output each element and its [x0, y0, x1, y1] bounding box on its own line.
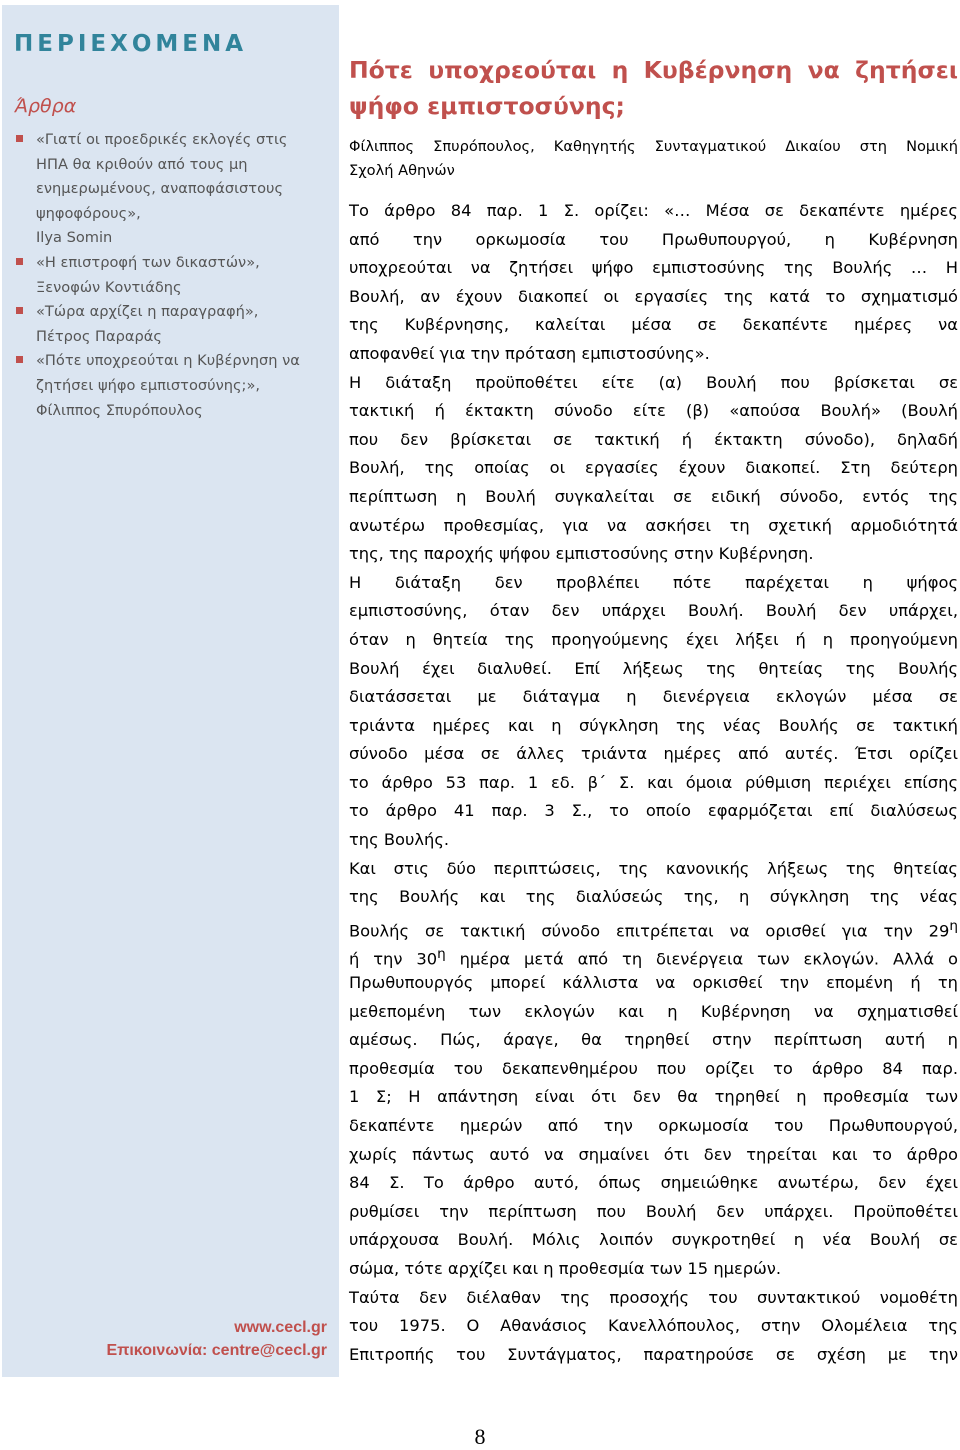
contents-list [14, 128, 332, 423]
contents-item-line: ζητήσει ψήφο εμπιστοσύνης;», [36, 376, 261, 394]
square-bullet-icon [16, 135, 23, 142]
body-line: 1 Σ; Η απάντηση είναι ότι δεν θα τηρηθεί η προθεσμία των [349, 1087, 958, 1107]
page-number: 8 [474, 1424, 486, 1449]
body-line: της Βουλής και της διαλύσεώς της, η σύγκληση της νέας [349, 887, 958, 907]
body-line: του 1975. Ο Αθανάσιος Κανελλόπουλος, στην Ολομέλεια της [349, 1316, 958, 1336]
body-line [349, 940, 958, 969]
contents-sidebar [2, 5, 339, 1377]
body-line: που δεν βρίσκεται σε τακτική ή έκτακτη σύνοδο), δηλαδή [349, 429, 958, 449]
body-line: περίπτωση η Βουλή συγκαλείται σε ειδική σύνοδο, εντός της [349, 486, 958, 506]
body-line: αποφανθεί για την πρόταση εμπιστοσύνης». [349, 343, 710, 363]
body-line: Βουλή, αν έχουν διακοπεί οι εργασίες της κατά το σχηματισμό [349, 286, 958, 306]
contents-section-heading: Άρθρα [15, 95, 77, 117]
body-line: χωρίς πάντως αυτό να σημαίνει ότι δεν τηρείται και το άρθρο [349, 1144, 958, 1164]
article-title-line: ψήφο εμπιστοσύνης; [349, 92, 625, 120]
body-line: Βουλή, της οποίας οι εργασίες έχουν διακοπεί. Στη δεύτερη [349, 458, 958, 478]
sidebar-footer [106, 1316, 327, 1362]
contents-item[interactable] [14, 300, 332, 349]
article-body [349, 197, 958, 1369]
contents-item[interactable] [14, 349, 332, 423]
body-line: 84 Σ. Το άρθρο αυτό, όπως σημειώθηκε ανωτέρω, δεν έχει [349, 1173, 958, 1193]
contents-item-line: ενημερωμένους, αναποφάσιστους [36, 180, 284, 198]
body-line: Η διάταξη δεν προβλέπει πότε παρέχεται η ψήφος [349, 572, 958, 592]
body-line: Το άρθρο 84 παρ. 1 Σ. ορίζει: «… Μέσα σε δεκαπέντε ημέρες [349, 201, 958, 220]
square-bullet-icon [16, 356, 23, 363]
body-line: υπάρχουσα Βουλή. Μόλις λοιπόν συγκροτηθεί η νέα Βουλή σε [349, 1230, 958, 1250]
body-line: μεθεπομένη των εκλογών και η Κυβέρνηση να σχηματισθεί [349, 1001, 958, 1021]
body-line: ανωτέρω προθεσμίας, για να ασκήσει τη σχετική αρμοδιότητά [349, 515, 958, 535]
body-line: διατάσσεται με διάταγμα η διενέργεια εκλογών μέσα σε [349, 687, 958, 707]
contents-item[interactable] [14, 251, 332, 300]
body-line: της Κυβέρνησης, καλείται μέσα σε δεκαπέντε ημέρες να [349, 315, 958, 335]
article-title-line: Πότε υποχρεούται η Κυβέρνηση να ζητήσει [349, 56, 958, 84]
body-line: από την ορκωμοσία του Πρωθυπουργού, η Κυβέρνηση [349, 229, 958, 249]
contents-item-line: Ξενοφών Κοντιάδης [36, 278, 182, 296]
body-text-run: Βουλής σε τακτική σύνοδο επιτρέπεται να ορισθεί για την 29 [349, 921, 950, 941]
body-line: Η διάταξη προϋποθέτει είτε (α) Βουλή που βρίσκεται σε [349, 372, 958, 392]
body-line: της Βουλής. [349, 830, 450, 850]
square-bullet-icon [16, 258, 23, 265]
body-line: προθεσμία του δεκαπενθημέρου που ορίζει το άρθρο 84 παρ. [349, 1058, 958, 1078]
contents-item-line: «Γιατί οι προεδρικές εκλογές στις [36, 131, 288, 148]
contents-item-line: «Πότε υποχρεούται η Κυβέρνηση να [36, 352, 300, 370]
body-text-run: ή την 30 [349, 949, 438, 969]
contents-item-line: ΗΠΑ θα κριθούν από τους μη [36, 155, 248, 173]
body-line: αμέσως. Πώς, άραγε, θα τηρηθεί στην περίπτωση αυτή η [349, 1030, 958, 1050]
body-line: δεκαπέντε ημερών από την ορκωμοσία του Πρωθυπουργού, [349, 1116, 958, 1135]
body-line: Πρωθυπουργός μπορεί κάλλιστα να ορκισθεί την επομένη ή τη [349, 973, 958, 993]
body-line: το άρθρο 53 παρ. 1 εδ. β΄ Σ. και όμοια ρύθμιση περιέχει επίσης [349, 772, 958, 792]
article-author [349, 135, 958, 183]
body-text-run: ημέρα μετά από τη διενέργεια των εκλογών. Αλλά ο [445, 949, 958, 969]
body-line: όταν η θητεία της προηγούμενης έχει λήξει ή η προηγούμενη [349, 629, 958, 649]
body-line: τριάντα ημέρες και η σύγκληση της νέας Βουλής σε τακτική [349, 715, 958, 735]
contact-email[interactable]: Επικοινωνία: centre@cecl.gr [106, 1342, 327, 1359]
body-line: της, της παροχής ψήφου εμπιστοσύνης στην Κυβέρνηση. [349, 544, 814, 564]
body-line: το άρθρο 41 παρ. 3 Σ., το οποίο εφαρμόζεται επί διαλύσεως [349, 801, 958, 821]
website-link[interactable]: www.cecl.gr [234, 1319, 327, 1336]
article-author-line: Σχολή Αθηνών [349, 162, 455, 179]
contents-item-line: «Η επιστροφή των δικαστών», [36, 253, 260, 271]
body-line: σώμα, τότε αρχίζει και η προθεσμία των 15 ημερών. [349, 1258, 782, 1278]
contents-item-line: Πέτρος Παραράς [36, 327, 162, 345]
body-line [349, 912, 958, 941]
contents-item-line: Φίλιππος Σπυρόπουλος [36, 401, 203, 419]
contents-item[interactable] [14, 128, 332, 251]
body-line: τακτική ή έκτακτη σύνοδο είτε (β) «απούσα Βουλή» (Βουλή [349, 401, 958, 421]
contents-item-line: Ilya Somin [36, 229, 113, 247]
body-line: εμπιστοσύνης, όταν δεν υπάρχει Βουλή. Βουλή δεν υπάρχει, [349, 601, 958, 621]
body-line: Και στις δύο περιπτώσεις, της κανονικής λήξεως της θητείας [349, 858, 958, 878]
body-line: ρυθμίσει την περίπτωση που Βουλή δεν υπάρχει. Προϋποθέτει [349, 1201, 958, 1221]
body-line: σύνοδο μέσα σε άλλες τριάντα ημέρες από αυτές. Έτσι ορίζει [349, 744, 958, 764]
body-line: Βουλή έχει διαλυθεί. Επί λήξεως της θητείας της Βουλής [349, 658, 958, 678]
body-line: υποχρεούται να ζητήσει ψήφο εμπιστοσύνης της Βουλής … Η [349, 258, 958, 278]
article-title [349, 52, 958, 124]
article-author-line: Φίλιππος Σπυρόπουλος, Καθηγητής Συνταγματικού Δικαίου στη Νομική [349, 138, 958, 155]
square-bullet-icon [16, 307, 23, 314]
body-line: Επιτροπής του Συντάγματος, παρατηρούσε σε σχέση με την [349, 1344, 958, 1364]
contents-item-line: ψηφοφόρους», [36, 204, 141, 222]
contents-item-line: «Τώρα αρχίζει η παραγραφή», [36, 303, 259, 321]
superscript: η [437, 946, 446, 963]
superscript: η [949, 917, 958, 934]
contents-title: ΠΕΡΙΕΧΟΜΕΝΑ [14, 31, 248, 57]
body-line: Ταύτα δεν διέλαθαν της προσοχής του συντακτικού νομοθέτη [349, 1287, 958, 1307]
